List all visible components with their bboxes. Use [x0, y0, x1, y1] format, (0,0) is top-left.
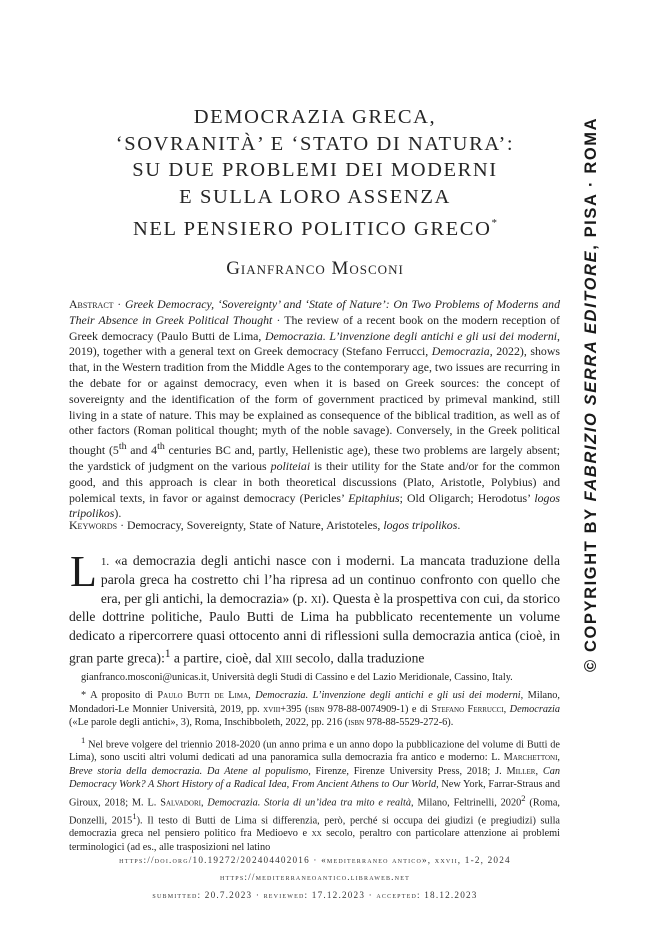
body-text-4: secolo, dalla traduzione — [292, 650, 425, 666]
fn1-italic-3: Democrazia. Storia di un’idea tra mito e realtà — [207, 797, 412, 809]
fn1-author-3: Salvadori — [160, 797, 201, 809]
fn-star-text-1: A proposito di — [86, 690, 158, 702]
fn1-text-j: secolo, peraltro con particolare attenzione ai problemi terminologici (ad es., alle trasposizioni nel latino — [69, 828, 561, 853]
abstract-italic-2: Democrazia — [431, 344, 490, 359]
fn1-text-i: ). Il testo di Butti de Lima si differenzia, però, perché si occupa dei giudizi (e pregiudizi) sulla democrazia greca nel pensiero politico fra Medioevo e — [69, 814, 560, 840]
fn1-author-1: L. Marchettoni — [491, 752, 558, 764]
title-line-4: E SULLA LORO ASSENZA — [179, 185, 451, 208]
footer-website-link[interactable]: https://mediterraneoantico.libraweb.net — [220, 872, 410, 882]
title-line-3: SU DUE PROBLEMI DEI MODERNI — [132, 159, 498, 181]
fn-star-italic-2: Democrazia — [509, 703, 560, 715]
fn-star-italic-1: Democrazia. L’invenzione degli antichi e gli usi dei moderni — [255, 690, 521, 702]
fn-star-text-5: 978-88-0074909-1) e di — [324, 703, 432, 715]
drop-cap: L — [70, 547, 97, 596]
body-text-1: a democrazia degli antichi nasce con i moderni. La mancata traduzione della parola greca ha costretto chi l’ha ripresa ad un continuo confronto con quello che era, per gli antichi, la democrazia» (p. — [100, 553, 560, 606]
abstract-text-3: , 2022), shows that, in the Western tradition from the Middle Ages to the contemporary age, two issues are recurring in the debate for or against democracy, even when it is based on Greek sources: the concept of sovereignty and the identification of the form of government practiced by primeval mankind, still living in a state of nature. This may be explained as consequence of the biblical tradition, as well as of other factors (Roman political thought; myth of the noble savage). Conversely, in the Greek political thought (5 — [69, 344, 560, 458]
copyright-vertical — [582, 117, 601, 672]
copyright-text: COPYRIGHT BY — [582, 501, 600, 659]
author-affiliation: gianfranco.mosconi@unicas.it, Università degli Studi di Cassino e del Lazio Meridionale, Cassino, Italy. — [81, 672, 513, 683]
abstract-text-7: ; Old Oligarch; Herodotus’ — [399, 490, 535, 505]
keywords-italic: logos tripolikos — [383, 518, 458, 532]
author-name: Gianfranco Mosconi — [226, 258, 404, 279]
keywords-end: . — [457, 518, 461, 532]
copyright-place: , PISA · ROMA — [582, 116, 600, 250]
body-roman-page: xi — [310, 590, 322, 606]
abstract-text-6: is their utility for the State and/or for the common good, and this approach is clear in both theoretical discussions (Plato, Aristotle, Polybius) and polemical texts, in favor or against democracy (Pericles’ — [69, 458, 560, 505]
fn1-text-d: , — [535, 765, 543, 777]
fn1-italic-1: Breve storia della democrazia. Da Atene al populismo — [69, 765, 309, 777]
opening-quote: « — [114, 553, 122, 568]
abstract-italic-4: Epitaphius — [348, 490, 400, 505]
keywords — [69, 518, 560, 534]
abstract-sep-2: · — [272, 312, 285, 327]
abstract-label: Abstract — [69, 297, 114, 311]
article-title — [60, 104, 570, 243]
fn1-text-b: , — [557, 752, 560, 764]
keywords-text: Democracy, Sovereignty, State of Nature, Aristoteles, — [126, 518, 384, 532]
section-number: 1. — [100, 556, 110, 568]
abstract-sup-2: th — [157, 441, 165, 453]
footnote-1 — [69, 734, 560, 855]
fn1-text-e: , New York, Farrar-Straus and Giroux, 2018; M. L. — [69, 779, 560, 809]
title-line-5 — [60, 210, 570, 243]
fn1-text-c: , Firenze, Firenze University Press, 2018; — [308, 765, 496, 777]
fn-star-isbn-2: isbn — [348, 717, 365, 729]
fn-star-text-8: 978-88-5529-272-6). — [364, 717, 454, 729]
fn-star-text-6: , — [503, 703, 510, 715]
fn-star-text-7: («Le parole degli antichi», 3), Roma, Inschibboleth, 2022, pp. 216 ( — [69, 717, 349, 729]
abstract-italic-3: politeiai — [270, 458, 311, 473]
abstract-title: Greek Democracy, ‘Sovereignty’ and ‘State of Nature’: On Two Problems of Moderns and Their Absence in Greek Political Thought — [69, 297, 560, 327]
abstract-italic-5: logos tripolikos — [69, 490, 560, 521]
fn1-author-2: J. Miller — [495, 765, 536, 777]
body-paragraph-1 — [69, 547, 560, 668]
title-line-5-text: NEL PENSIERO POLITICO GRECO — [133, 218, 492, 240]
keywords-sep: · — [117, 518, 127, 532]
footnotes — [69, 671, 560, 858]
abstract-text-4: and 4 — [126, 443, 158, 458]
fn-star-author-2: Stefano Ferrucci — [431, 703, 504, 715]
fn1-text-h: (Roma, Donzelli, 2015 — [69, 797, 560, 826]
abstract-sep: · — [113, 297, 125, 311]
fn-star-isbn-1: isbn — [308, 703, 325, 715]
fn-star-author-1: Paulo Butti de Lima — [157, 690, 249, 702]
fn1-century: xx — [311, 828, 322, 840]
title-line-2: ‘SOVRANITÀ’ E ‘STATO DI NATURA’: — [115, 132, 515, 155]
abstract-text-1: The review of a recent book on the modern reception of Greek democracy (Paulo Butti de Lima, — [69, 312, 560, 343]
fn1-text-a: Nel breve volgere del triennio 2018-2020 (un anno prima e un anno dopo la pubblicazione del volume di Butti de Lima), sono usciti altri volumi dedicati ad una panoramica sulla democrazia fra antico e moderno: — [69, 739, 560, 764]
fn1-text-g: , Milano, Feltrinelli, 2020 — [411, 797, 522, 809]
copyright-publisher: FABRIZIO SERRA EDITORE — [582, 249, 600, 502]
fn1-sup-1: 2 — [521, 792, 526, 803]
body-text-3: a partire, cioè, dal — [170, 650, 276, 666]
abstract-text-5: centuries BC and, partly, Hellenistic age), these two problems are largely absent; the yardstick of judgment on the various — [69, 443, 560, 473]
fn-star-pages: xviii — [263, 703, 281, 715]
copyright-symbol-icon: © — [582, 658, 600, 672]
fn1-italic-2: Can Democracy Work? A Short History of a Radical Idea, From Ancient Athens to Our World — [69, 765, 560, 791]
fn-star-text-3: , Milano, Mondadori-Le Monnier Università, 2019, pp. — [69, 690, 560, 715]
keywords-label: Keywords — [69, 518, 118, 532]
footnote-star — [69, 689, 560, 729]
abstract-italic-1: Democrazia. L’invenzione degli antichi e gli usi dei moderni — [264, 328, 558, 343]
fn1-sup-2: 1 — [132, 810, 137, 821]
fn-star-text-2: , — [248, 690, 256, 702]
fn1-text-f: , — [200, 797, 208, 809]
abstract-sup-1: th — [118, 441, 127, 453]
footnote-1-mark: 1 — [81, 734, 86, 745]
abstract-text-8: ). — [114, 506, 122, 521]
abstract-text-2: , 2019), together with a general text on Greek democracy (Stefano Ferrucci, — [69, 328, 560, 359]
title-footnote-mark[interactable]: * — [491, 217, 497, 229]
footer-doi-line[interactable]: https://doi.org/10.19272/202404402016 · «mediterraneo antico», xxvii, 1-2, 2024 — [119, 855, 511, 865]
footnote-star-mark: * — [81, 690, 87, 702]
footnote-ref-1[interactable]: 1 — [164, 648, 171, 661]
body-text-2: ). Questa è la prospettiva con cui, da storico delle dottrine politiche, Paulo Butti de Lima ha pubblicato recentemente un volume dedicato a ripercorrere quasi ottocento anni di riflessioni sulla democrazia antica (cioè, in gran parte greca): — [69, 590, 560, 666]
body-century: xiii — [275, 650, 293, 666]
title-line-1: DEMOCRAZIA GRECA, — [193, 106, 437, 128]
fn-star-text-4: +395 ( — [280, 703, 309, 715]
abstract — [69, 297, 560, 522]
footer-dates: submitted: 20.7.2023 · reviewed: 17.12.2023 · accepted: 18.12.2023 — [152, 890, 478, 900]
